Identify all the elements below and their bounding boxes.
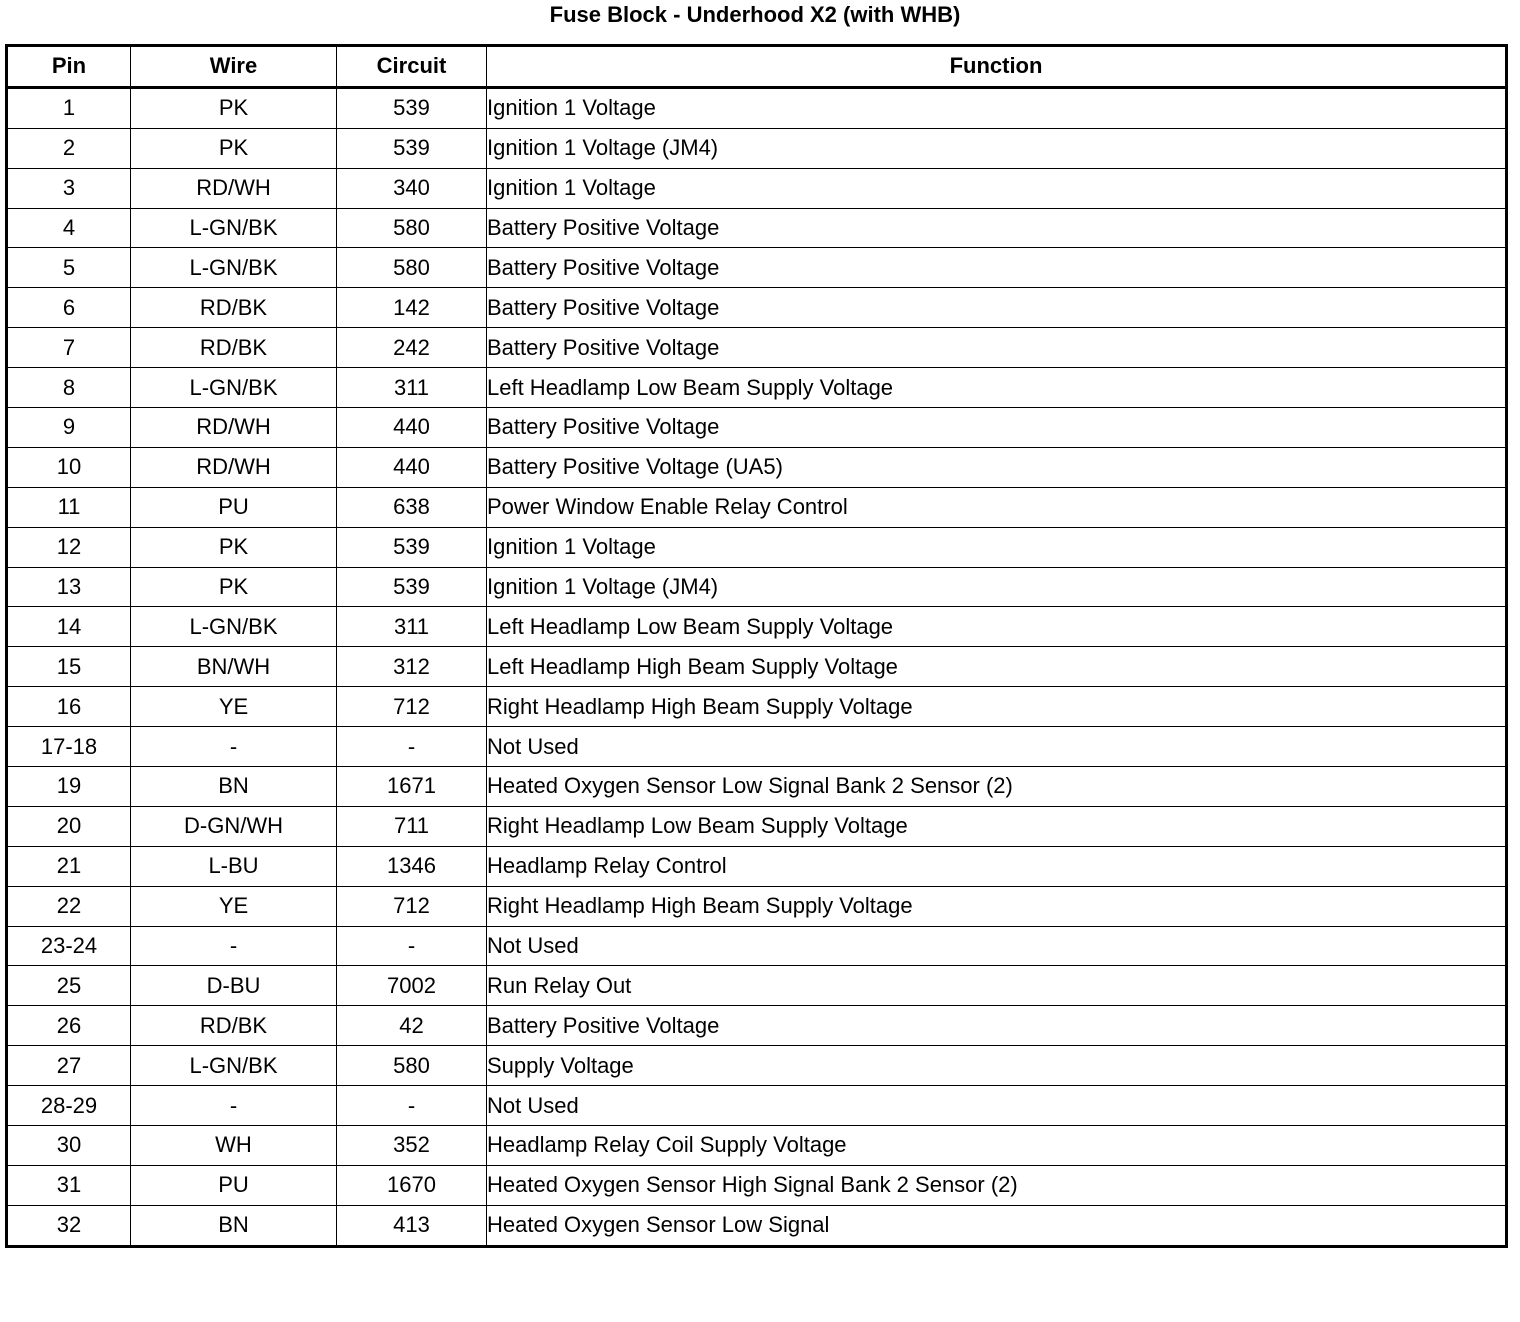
function-cell: Headlamp Relay Coil Supply Voltage [487, 1126, 1507, 1166]
circuit-cell: 413 [337, 1205, 487, 1246]
function-cell: Run Relay Out [487, 966, 1507, 1006]
wire-cell: PK [131, 527, 337, 567]
pin-cell: 30 [7, 1126, 131, 1166]
header-function: Function [487, 46, 1507, 88]
pin-cell: 9 [7, 408, 131, 448]
pin-cell: 26 [7, 1006, 131, 1046]
circuit-cell: 580 [337, 1046, 487, 1086]
function-cell: Battery Positive Voltage (UA5) [487, 447, 1507, 487]
circuit-cell: 638 [337, 487, 487, 527]
function-cell: Headlamp Relay Control [487, 846, 1507, 886]
wire-cell: PU [131, 1165, 337, 1205]
wire-cell: RD/WH [131, 447, 337, 487]
pin-cell: 31 [7, 1165, 131, 1205]
circuit-cell: 440 [337, 447, 487, 487]
pin-cell: 21 [7, 846, 131, 886]
table-row [7, 607, 1507, 647]
table-row [7, 87, 1507, 128]
table-row [7, 288, 1507, 328]
circuit-cell: 311 [337, 607, 487, 647]
function-cell: Heated Oxygen Sensor High Signal Bank 2 Sensor (2) [487, 1165, 1507, 1205]
header-wire: Wire [131, 46, 337, 88]
pin-cell: 8 [7, 368, 131, 408]
table-row [7, 1046, 1507, 1086]
function-cell: Battery Positive Voltage [487, 208, 1507, 248]
circuit-cell: 311 [337, 368, 487, 408]
circuit-cell: 1670 [337, 1165, 487, 1205]
function-cell: Battery Positive Voltage [487, 408, 1507, 448]
wire-cell: L-GN/BK [131, 208, 337, 248]
pin-cell: 5 [7, 248, 131, 288]
circuit-cell: 42 [337, 1006, 487, 1046]
table-row [7, 168, 1507, 208]
wire-cell: RD/BK [131, 328, 337, 368]
table-row [7, 687, 1507, 727]
table-row [7, 647, 1507, 687]
function-cell: Right Headlamp High Beam Supply Voltage [487, 687, 1507, 727]
header-pin: Pin [7, 46, 131, 88]
wire-cell: D-GN/WH [131, 806, 337, 846]
pin-cell: 12 [7, 527, 131, 567]
pin-cell: 17-18 [7, 727, 131, 767]
header-circuit: Circuit [337, 46, 487, 88]
function-cell: Ignition 1 Voltage (JM4) [487, 128, 1507, 168]
table-row [7, 926, 1507, 966]
table-title: Fuse Block - Underhood X2 (with WHB) [549, 2, 961, 27]
wire-cell: YE [131, 687, 337, 727]
circuit-cell: - [337, 727, 487, 767]
wire-cell: WH [131, 1126, 337, 1166]
pin-cell: 28-29 [7, 1086, 131, 1126]
circuit-cell: 142 [337, 288, 487, 328]
function-cell: Left Headlamp Low Beam Supply Voltage [487, 368, 1507, 408]
circuit-cell: 712 [337, 886, 487, 926]
function-cell: Supply Voltage [487, 1046, 1507, 1086]
wire-cell: RD/WH [131, 168, 337, 208]
table-row [7, 128, 1507, 168]
table-body [7, 87, 1507, 1246]
wire-cell: L-GN/BK [131, 248, 337, 288]
wire-cell: L-GN/BK [131, 1046, 337, 1086]
circuit-cell: 242 [337, 328, 487, 368]
pin-cell: 15 [7, 647, 131, 687]
pin-cell: 10 [7, 447, 131, 487]
function-cell: Battery Positive Voltage [487, 328, 1507, 368]
wire-cell: RD/BK [131, 288, 337, 328]
wire-cell: - [131, 926, 337, 966]
header-row [7, 46, 1507, 88]
table-row [7, 487, 1507, 527]
circuit-cell: 580 [337, 208, 487, 248]
table-row [7, 408, 1507, 448]
wire-cell: BN [131, 767, 337, 807]
pin-cell: 25 [7, 966, 131, 1006]
table-row [7, 447, 1507, 487]
circuit-cell: 712 [337, 687, 487, 727]
wire-cell: PK [131, 128, 337, 168]
wire-cell: - [131, 1086, 337, 1126]
wire-cell: BN/WH [131, 647, 337, 687]
function-cell: Not Used [487, 727, 1507, 767]
wire-cell: YE [131, 886, 337, 926]
table-row [7, 846, 1507, 886]
circuit-cell: 340 [337, 168, 487, 208]
wire-cell: PK [131, 87, 337, 128]
circuit-cell: 580 [337, 248, 487, 288]
pin-cell: 32 [7, 1205, 131, 1246]
table-row [7, 1126, 1507, 1166]
wire-cell: PK [131, 567, 337, 607]
pin-cell: 3 [7, 168, 131, 208]
wire-cell: D-BU [131, 966, 337, 1006]
function-cell: Left Headlamp Low Beam Supply Voltage [487, 607, 1507, 647]
table-row [7, 886, 1507, 926]
pin-cell: 1 [7, 87, 131, 128]
pin-cell: 11 [7, 487, 131, 527]
circuit-cell: 440 [337, 408, 487, 448]
function-cell: Battery Positive Voltage [487, 1006, 1507, 1046]
function-cell: Heated Oxygen Sensor Low Signal Bank 2 Sensor (2) [487, 767, 1507, 807]
wire-cell: RD/WH [131, 408, 337, 448]
function-cell: Not Used [487, 926, 1507, 966]
table-row [7, 248, 1507, 288]
wire-cell: BN [131, 1205, 337, 1246]
pin-cell: 7 [7, 328, 131, 368]
table-row [7, 567, 1507, 607]
function-cell: Left Headlamp High Beam Supply Voltage [487, 647, 1507, 687]
circuit-cell: 539 [337, 527, 487, 567]
circuit-cell: 1671 [337, 767, 487, 807]
function-cell: Ignition 1 Voltage [487, 168, 1507, 208]
table-row [7, 208, 1507, 248]
wire-cell: L-GN/BK [131, 368, 337, 408]
function-cell: Ignition 1 Voltage [487, 527, 1507, 567]
circuit-cell: 539 [337, 128, 487, 168]
circuit-cell: 539 [337, 87, 487, 128]
circuit-cell: 1346 [337, 846, 487, 886]
pin-cell: 2 [7, 128, 131, 168]
table-row [7, 527, 1507, 567]
pin-cell: 13 [7, 567, 131, 607]
table-row [7, 1205, 1507, 1246]
function-cell: Ignition 1 Voltage [487, 87, 1507, 128]
table-row [7, 767, 1507, 807]
function-cell: Battery Positive Voltage [487, 288, 1507, 328]
circuit-cell: 352 [337, 1126, 487, 1166]
circuit-cell: - [337, 1086, 487, 1126]
function-cell: Ignition 1 Voltage (JM4) [487, 567, 1507, 607]
wire-cell: L-GN/BK [131, 607, 337, 647]
function-cell: Power Window Enable Relay Control [487, 487, 1507, 527]
table-row [7, 1165, 1507, 1205]
function-cell: Right Headlamp Low Beam Supply Voltage [487, 806, 1507, 846]
wire-cell: - [131, 727, 337, 767]
function-cell: Heated Oxygen Sensor Low Signal [487, 1205, 1507, 1246]
table-row [7, 806, 1507, 846]
circuit-cell: 7002 [337, 966, 487, 1006]
wire-cell: PU [131, 487, 337, 527]
pinout-table [5, 44, 1508, 1248]
pin-cell: 19 [7, 767, 131, 807]
table-row [7, 368, 1507, 408]
table-row [7, 727, 1507, 767]
pin-cell: 27 [7, 1046, 131, 1086]
table-row [7, 328, 1507, 368]
table-row [7, 1086, 1507, 1126]
pin-cell: 20 [7, 806, 131, 846]
circuit-cell: - [337, 926, 487, 966]
table-row [7, 966, 1507, 1006]
circuit-cell: 711 [337, 806, 487, 846]
pin-cell: 14 [7, 607, 131, 647]
function-cell: Right Headlamp High Beam Supply Voltage [487, 886, 1507, 926]
table-row [7, 1006, 1507, 1046]
wire-cell: L-BU [131, 846, 337, 886]
pin-cell: 23-24 [7, 926, 131, 966]
function-cell: Not Used [487, 1086, 1507, 1126]
pin-cell: 6 [7, 288, 131, 328]
pin-cell: 4 [7, 208, 131, 248]
pin-cell: 22 [7, 886, 131, 926]
wire-cell: RD/BK [131, 1006, 337, 1046]
function-cell: Battery Positive Voltage [487, 248, 1507, 288]
circuit-cell: 539 [337, 567, 487, 607]
circuit-cell: 312 [337, 647, 487, 687]
pin-cell: 16 [7, 687, 131, 727]
